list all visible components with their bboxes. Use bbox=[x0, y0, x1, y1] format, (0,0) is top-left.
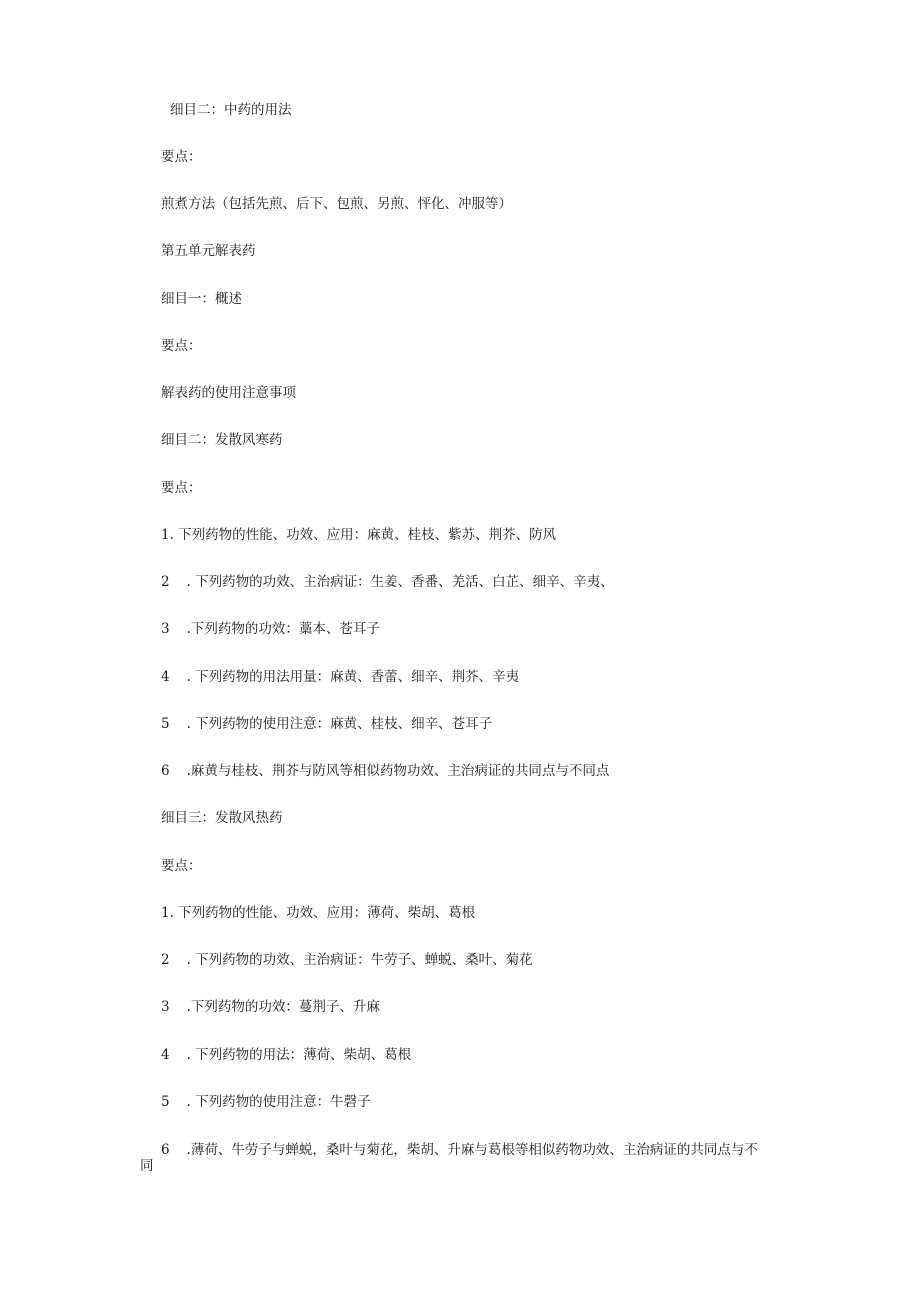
list-number: 3 bbox=[161, 621, 170, 637]
section-heading: 细目二：发散风寒药 bbox=[161, 432, 283, 448]
list-item: 4 . 下列药物的用法用量：麻黄、香蕾、细辛、荆芥、辛夷 bbox=[161, 669, 520, 685]
section-heading: 细目二：中药的用法 bbox=[170, 102, 292, 118]
list-item: 5 . 下列药物的使用注意：牛磬子 bbox=[161, 1094, 371, 1110]
list-item: 4 . 下列药物的用法：薄荷、柴胡、葛根 bbox=[161, 1047, 412, 1063]
list-number: 5 bbox=[161, 1094, 170, 1110]
list-item: 5 . 下列药物的使用注意：麻黄、桂枝、细辛、苍耳子 bbox=[161, 716, 493, 732]
list-number: 2 bbox=[161, 952, 170, 968]
list-item: 1. 下列药物的性能、功效、应用：薄荷、柴胡、葛根 bbox=[161, 905, 476, 921]
list-number: 5 bbox=[161, 716, 170, 732]
list-item: 1. 下列药物的性能、功效、应用：麻黄、桂枝、紫苏、荆芥、防风 bbox=[161, 527, 557, 543]
key-points-label: 要点： bbox=[161, 149, 202, 165]
list-number: 4 bbox=[161, 1047, 170, 1063]
text-line: 煎煮方法（包括先煎、后下、包煎、另煎、怦化、冲服等） bbox=[161, 196, 512, 212]
section-heading: 细目一：概述 bbox=[161, 291, 242, 307]
key-points-label: 要点： bbox=[161, 480, 202, 496]
list-item: 2 . 下列药物的功效、主治病证：牛劳子、蝉蜕、桑叶、菊花 bbox=[161, 952, 533, 968]
list-number: 3 bbox=[161, 999, 170, 1015]
list-item: 2 . 下列药物的功效、主治病证：生姜、香番、羌活、白芷、细辛、辛夷、 bbox=[161, 574, 614, 590]
list-item-continuation: 同 bbox=[140, 1158, 154, 1174]
key-points-label: 要点： bbox=[161, 858, 202, 874]
list-number: 6 bbox=[161, 763, 170, 779]
key-points-label: 要点： bbox=[161, 338, 202, 354]
list-number: 4 bbox=[161, 669, 170, 685]
unit-heading: 第五单元解表药 bbox=[161, 243, 256, 259]
list-number: 6 bbox=[161, 1142, 170, 1158]
list-item: 6 .麻黄与桂枝、荆芥与防风等相似药物功效、主治病证的共同点与不同点 bbox=[161, 763, 610, 779]
list-item: 3 .下列药物的功效：蔓荆子、升麻 bbox=[161, 999, 380, 1015]
text-line: 解表药的使用注意事项 bbox=[161, 385, 296, 401]
list-number: 2 bbox=[161, 574, 170, 590]
list-item: 6 .薄荷、牛劳子与蝉蜕，桑叶与菊花，柴胡、升麻与葛根等相似药物功效、主治病证的共同点与不 bbox=[161, 1142, 758, 1158]
list-item: 3 .下列药物的功效：藁本、苍耳子 bbox=[161, 621, 380, 637]
section-heading: 细目三：发散风热药 bbox=[161, 810, 283, 826]
